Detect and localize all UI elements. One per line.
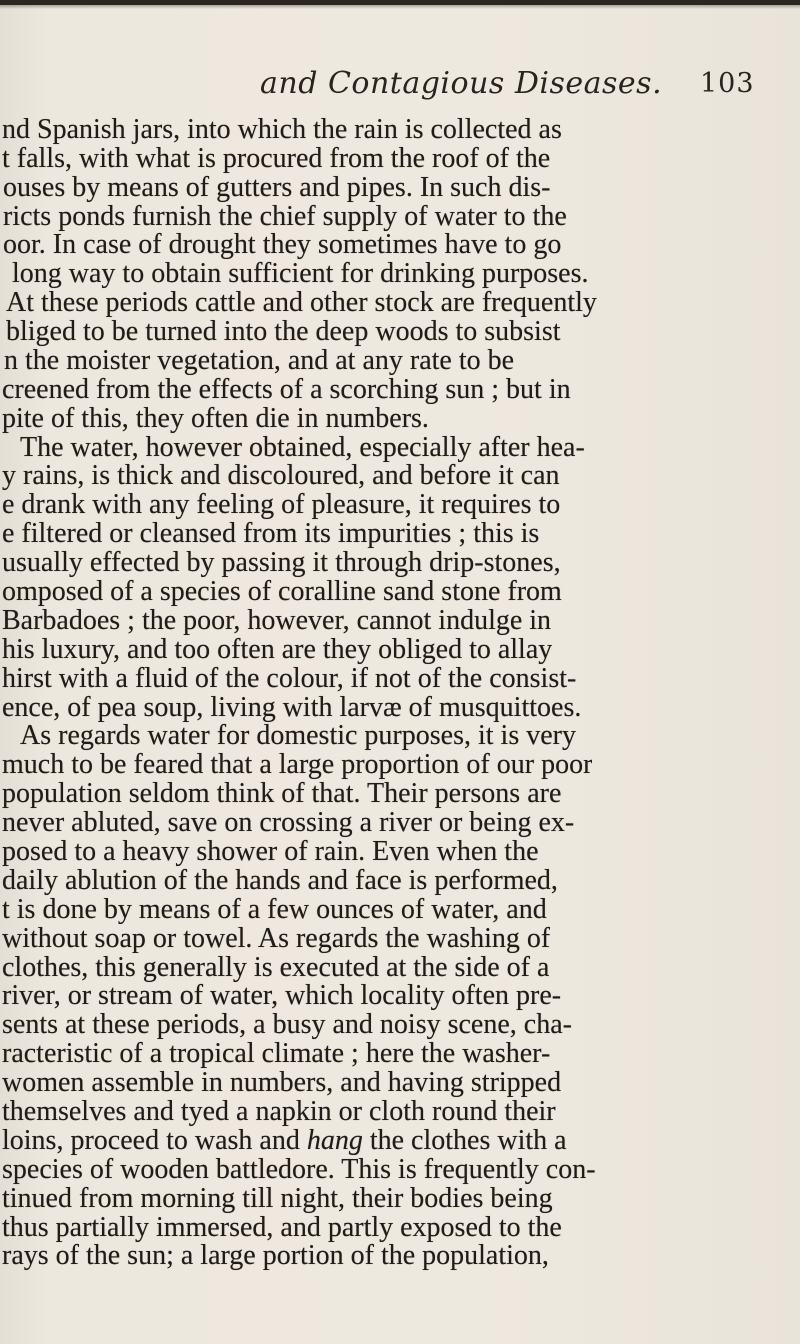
text-line: As regards water for domestic purposes, it is very [20, 720, 576, 751]
text-line: rays of the sun; a large portion of the population, [2, 1240, 549, 1271]
text-line: posed to a heavy shower of rain. Even when the [2, 836, 539, 867]
text-line: creened from the effects of a scorching sun ; but in [2, 374, 571, 405]
text-line: omposed of a species of coralline sand stone from [2, 576, 562, 607]
text-line: tinued from morning till night, their bodies being [2, 1183, 553, 1214]
text-line: The water, however obtained, especially after hea- [20, 432, 585, 463]
text-line: e filtered or cleansed from its impurities ; this is [2, 518, 540, 549]
text-line: river, or stream of water, which locality often pre- [2, 980, 562, 1011]
text-line: thus partially immersed, and partly exposed to the [2, 1212, 562, 1243]
text-line: n the moister vegetation, and at any rate to be [4, 345, 515, 376]
text-line: daily ablution of the hands and face is performed, [2, 865, 558, 896]
text-line: Barbadoes ; the poor, however, cannot indulge in [2, 605, 552, 636]
text-line: ouses by means of gutters and pipes. In such dis- [3, 172, 551, 203]
text-line: without soap or towel. As regards the washing of [2, 923, 551, 954]
text-line: ence, of pea soup, living with larvæ of musquittoes. [2, 692, 582, 723]
text-line-part: loins, proceed to wash and [2, 1125, 307, 1156]
text-line: hirst with a fluid of the colour, if not of the consist- [2, 663, 577, 694]
text-line: t falls, with what is procured from the roof of the [2, 143, 551, 174]
text-line: clothes, this generally is executed at the side of a [2, 952, 550, 983]
text-line: long way to obtain sufficient for drinking purposes. [12, 258, 589, 289]
text-line: At these periods cattle and other stock are frequently [6, 287, 597, 318]
text-line: population seldom think of that. Their persons are [2, 778, 562, 809]
text-line: sents at these periods, a busy and noisy scene, cha- [2, 1009, 572, 1040]
text-line: y rains, is thick and discoloured, and before it can [2, 460, 560, 491]
text-line: oor. In case of drought they sometimes have to go [3, 229, 562, 260]
text-line: women assemble in numbers, and having stripped [2, 1067, 562, 1098]
italic-word: hang [306, 1125, 363, 1156]
text-line: themselves and tyed a napkin or cloth round their [2, 1096, 556, 1127]
text-line: his luxury, and too often are they obliged to allay [2, 634, 553, 665]
text-line: racteristic of a tropical climate ; here the washer- [2, 1038, 551, 1069]
text-line: e drank with any feeling of pleasure, it requires to [2, 489, 561, 520]
text-line: much to be feared that a large proportion of our poor [2, 749, 593, 780]
text-line: usually effected by passing it through drip-stones, [2, 547, 561, 578]
text-line: pite of this, they often die in numbers. [2, 403, 429, 434]
top-border-shadow [0, 5, 800, 9]
text-line: bliged to be turned into the deep woods to subsist [6, 316, 561, 347]
text-line: never abluted, save on crossing a river or being ex- [2, 807, 575, 838]
text-line-part: the clothes with a [362, 1125, 567, 1156]
text-line: nd Spanish jars, into which the rain is collected as [2, 114, 562, 145]
running-head-title: and Contagious Diseases. [260, 66, 663, 101]
text-line: t is done by means of a few ounces of water, and [2, 894, 547, 925]
text-line: ricts ponds furnish the chief supply of water to the [3, 201, 567, 232]
page-number: 103 [700, 68, 755, 99]
text-line: species of wooden battledore. This is frequently con- [2, 1154, 596, 1185]
running-head [0, 66, 800, 110]
